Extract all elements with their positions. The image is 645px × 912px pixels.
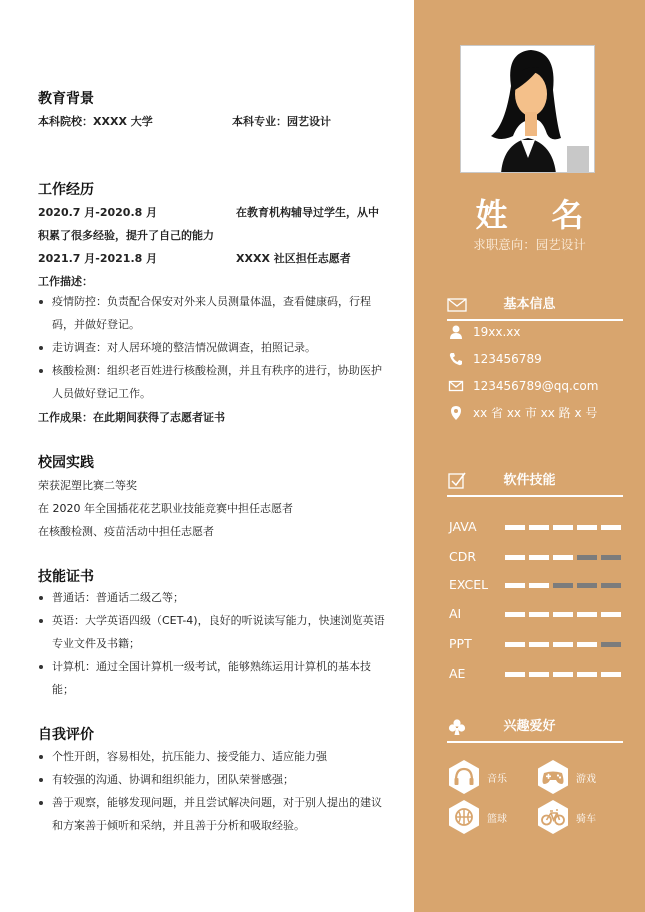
hobby-cycling-label: 骑车 xyxy=(576,814,596,825)
divider xyxy=(447,741,623,743)
sidebar xyxy=(414,0,645,912)
skill-segment-filled xyxy=(577,672,597,677)
headphones-icon xyxy=(447,759,481,795)
education-title: 教育背景 xyxy=(38,91,94,107)
skill-row xyxy=(449,519,624,535)
work-title: 工作经历 xyxy=(38,182,94,198)
work-desc-label: 工作描述： xyxy=(38,275,93,288)
skill-segment-filled xyxy=(601,525,621,530)
job1-desc-1: 在教育机构辅导过学生，从中 xyxy=(236,206,379,219)
skill-segment-empty xyxy=(553,583,573,588)
skill-segment-filled xyxy=(553,555,573,560)
work-item-3: 核酸检测：组织老百姓进行核酸检测，并且有秩序的进行，协助医护人员做好登记工作。 xyxy=(38,360,388,405)
skill-segment-filled xyxy=(529,672,549,677)
skill-segment-filled xyxy=(529,642,549,647)
hobby-game xyxy=(536,759,616,795)
major: 本科专业：园艺设计 xyxy=(232,115,331,128)
basic-info-title: 基本信息 xyxy=(503,297,556,312)
skill-name: PPT xyxy=(449,636,472,651)
hobbies-title: 兴趣爱好 xyxy=(503,719,556,734)
skill-row xyxy=(449,577,624,593)
skill-segment-filled xyxy=(529,612,549,617)
skill-segment-filled xyxy=(601,612,621,617)
self-item-2: 有较强的沟通、协调和组织能力，团队荣誉感强； xyxy=(38,769,388,792)
skill-segment-filled xyxy=(553,525,573,530)
skill-segment-filled xyxy=(529,583,549,588)
self-item-1: 个性开朗，容易相处，抗压能力、接受能力、适应能力强 xyxy=(38,746,388,769)
email-value: 123456789@qq.com xyxy=(473,379,599,393)
divider xyxy=(447,495,623,497)
skill-segment-filled xyxy=(505,672,525,677)
skills-header xyxy=(414,471,645,493)
skill-segment-filled xyxy=(505,525,525,530)
job2-date: 2021.7 月-2021.8 月 xyxy=(38,252,158,265)
skill-segment-filled xyxy=(601,672,621,677)
skill-segment-empty xyxy=(577,583,597,588)
hobby-basketball xyxy=(447,799,527,835)
skill-segment-empty xyxy=(601,555,621,560)
skill-segment-filled xyxy=(577,612,597,617)
skills-title: 软件技能 xyxy=(503,473,556,488)
skill-row xyxy=(449,666,624,682)
job-intent: 求职意向：园艺设计 xyxy=(473,237,586,252)
address-value: xx 省 xx 市 xx 路 x 号 xyxy=(473,406,598,420)
skill-row xyxy=(449,549,624,565)
hobby-game-label: 游戏 xyxy=(576,774,596,785)
basketball-icon xyxy=(447,799,481,835)
job1-date: 2020.7 月-2020.8 月 xyxy=(38,206,158,219)
skill-segment-filled xyxy=(553,642,573,647)
mail-icon xyxy=(448,378,464,394)
skill-segment-filled xyxy=(553,612,573,617)
woman-portrait-icon xyxy=(461,46,595,173)
gamepad-icon xyxy=(536,759,570,795)
job1-desc-2: 积累了很多经验，提升了自己的能力 xyxy=(38,229,214,242)
campus-item-2: 在 2020 年全国插花花艺职业技能竞赛中担任志愿者 xyxy=(38,502,293,515)
phone-icon xyxy=(448,351,464,367)
skill-segment-empty xyxy=(601,642,621,647)
hobby-music xyxy=(447,759,527,795)
skill-row xyxy=(449,636,624,652)
skill-segment-filled xyxy=(529,555,549,560)
work-item-1: 疫情防控：负责配合保安对外来人员测量体温，查看健康码，行程码，并做好登记。 xyxy=(38,291,388,336)
skill-segment-filled xyxy=(505,642,525,647)
campus-item-1: 荣获泥塑比赛二等奖 xyxy=(38,479,137,492)
self-title: 自我评价 xyxy=(38,727,94,743)
phone-value: 123456789 xyxy=(473,352,542,366)
cert-item-2: 英语：大学英语四级（CET-4)，良好的听说读写能力，快速浏览英语专业文件及书籍； xyxy=(38,610,388,655)
divider xyxy=(447,319,623,321)
skill-segment-filled xyxy=(577,525,597,530)
full-name: 姓名 xyxy=(475,196,628,234)
skill-segment-filled xyxy=(553,672,573,677)
avatar xyxy=(460,45,595,173)
age-value: 19xx.xx xyxy=(473,325,521,339)
school: 本科院校：XXXX 大学 xyxy=(38,115,153,128)
skill-segment-empty xyxy=(577,555,597,560)
campus-item-3: 在核酸检测、疫苗活动中担任志愿者 xyxy=(38,525,214,538)
skill-name: JAVA xyxy=(449,519,477,534)
skill-name: CDR xyxy=(449,549,477,564)
work-item-2: 走访调查：对人居环境的整洁情况做调查，拍照记录。 xyxy=(38,337,388,360)
basic-info-header xyxy=(414,295,645,317)
skill-segment-filled xyxy=(529,525,549,530)
skill-segment-filled xyxy=(577,642,597,647)
cert-item-1: 普通话：普通话二级乙等； xyxy=(38,587,388,610)
user-icon xyxy=(448,324,464,340)
location-pin-icon xyxy=(448,405,464,421)
skill-name: AE xyxy=(449,666,466,681)
self-item-3: 善于观察，能够发现问题，并且尝试解决问题，对于别人提出的建议和方案善于倾听和采纳，并且善于分析和吸取经验。 xyxy=(38,792,388,837)
skill-segment-filled xyxy=(505,555,525,560)
job2-desc: XXXX 社区担任志愿者 xyxy=(236,252,351,265)
hobby-basketball-label: 篮球 xyxy=(487,814,507,825)
skill-name: EXCEL xyxy=(449,577,489,592)
skill-segment-filled xyxy=(505,583,525,588)
hobbies-header xyxy=(414,717,645,739)
hobby-cycling xyxy=(536,799,616,835)
bicycle-icon xyxy=(536,799,570,835)
cert-item-3: 计算机：通过全国计算机一级考试，能够熟练运用计算机的基本技能； xyxy=(38,656,388,701)
skill-segment-filled xyxy=(505,612,525,617)
certs-title: 技能证书 xyxy=(38,569,94,585)
skill-name: AI xyxy=(449,606,462,621)
skill-segment-empty xyxy=(601,583,621,588)
skill-row xyxy=(449,606,624,622)
hobby-music-label: 音乐 xyxy=(487,774,507,785)
work-result: 工作成果：在此期间获得了志愿者证书 xyxy=(38,411,225,424)
campus-title: 校园实践 xyxy=(38,455,94,471)
